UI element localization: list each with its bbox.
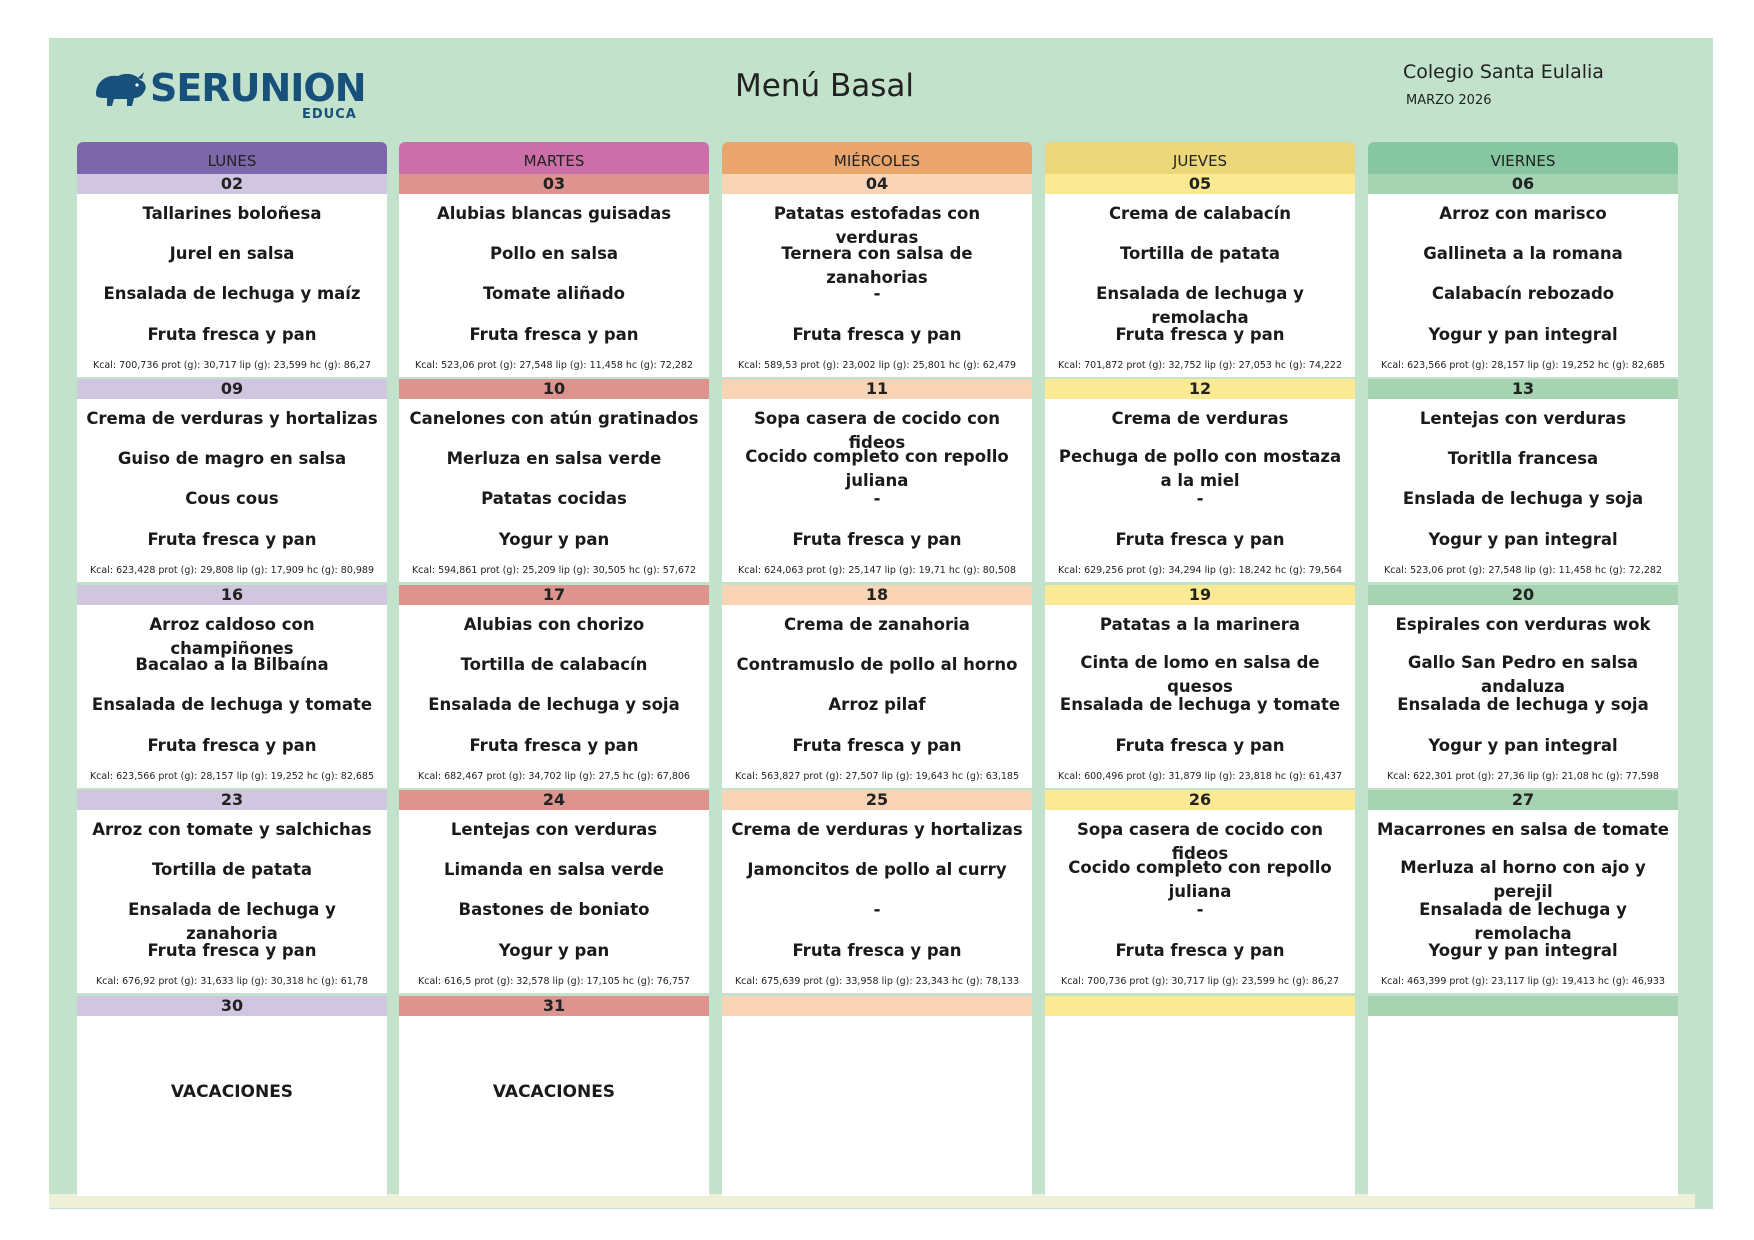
dish-item: Fruta fresca y pan [147,325,317,344]
nutrition-info: Kcal: 701,872 prot (g): 32,752 lip (g): 27,053 hc (g): 74,222 [1057,360,1343,371]
bison-icon [92,68,148,108]
serunion-logo [92,64,366,124]
day-cell [1368,790,1678,993]
dish-item: Fruta fresca y pan [1115,530,1285,549]
dish-item: Cocido completo con repollo juliana [1068,858,1332,901]
dish-item: Lentejas con verduras [1419,409,1627,428]
dish-item: Sopa casera de cocido con fideos [754,409,1000,452]
dish-item: Tortilla de patata [151,860,312,879]
dish-item: Guiso de magro en salsa [117,449,347,468]
nutrition-info: Kcal: 675,639 prot (g): 33,958 lip (g): 23,343 hc (g): 78,133 [734,976,1020,987]
column-header-jueves: JUEVES [1045,142,1355,174]
day-number: 10 [399,379,709,399]
month-label: MARZO 2026 [1406,93,1492,108]
dish-item: Fruta fresca y pan [1115,325,1285,344]
dish-item: Pollo en salsa [489,244,619,263]
day-cell [1368,379,1678,582]
day-number: 02 [77,174,387,194]
day-number: 25 [722,790,1032,810]
nutrition-info: Kcal: 676,92 prot (g): 31,633 lip (g): 30,318 hc (g): 61,78 [96,976,368,987]
dish-item: Limanda en salsa verde [443,860,664,879]
dish-item: Arroz caldoso con champiñones [149,615,315,658]
day-number: 06 [1368,174,1678,194]
dish-item: Patatas estofadas con verduras [773,204,981,247]
dish-item: Alubias con chorizo [463,615,645,634]
day-cell [1368,585,1678,788]
day-cell [399,585,709,788]
day-number: 04 [722,174,1032,194]
dish-item: Jamoncitos de pollo al curry [747,860,1007,879]
day-number: 05 [1045,174,1355,194]
nutrition-info: Kcal: 622,301 prot (g): 27,36 lip (g): 21,08 hc (g): 77,598 [1387,771,1659,782]
dish-item: Tallarines boloñesa [142,204,322,223]
dish-item: Tomate aliñado [482,284,626,303]
day-cell [399,996,709,1196]
day-number [1045,996,1355,1016]
dish-item: Fruta fresca y pan [1115,736,1285,755]
nutrition-info: Kcal: 523,06 prot (g): 27,548 lip (g): 11,458 hc (g): 72,282 [1383,565,1663,576]
dish-item: Fruta fresca y pan [469,736,639,755]
nutrition-info: Kcal: 623,428 prot (g): 29,808 lip (g): 17,909 hc (g): 80,989 [89,565,375,576]
day-number: 12 [1045,379,1355,399]
column-header-viernes: VIERNES [1368,142,1678,174]
day-number: 27 [1368,790,1678,810]
dish-item: Tortilla de patata [1119,244,1280,263]
dish-item: Fruta fresca y pan [792,325,962,344]
nutrition-info: Kcal: 623,566 prot (g): 28,157 lip (g): 19,252 hc (g): 82,685 [89,771,375,782]
dish-item: Fruta fresca y pan [147,736,317,755]
nutrition-info: Kcal: 624,063 prot (g): 25,147 lip (g): 19,71 hc (g): 80,508 [737,565,1017,576]
nutrition-info: Kcal: 589,53 prot (g): 23,002 lip (g): 25,801 hc (g): 62,479 [737,360,1017,371]
dish-item: Yogur y pan integral [1428,530,1618,549]
day-cell [1045,585,1355,788]
dish-item: Bastones de boniato [458,900,650,919]
day-number: 11 [722,379,1032,399]
day-number: 17 [399,585,709,605]
dish-item: Fruta fresca y pan [147,530,317,549]
day-cell [77,174,387,377]
dish-item: - [873,489,881,508]
dish-item: Yogur y pan integral [1428,736,1618,755]
column-header-miercoles: MIÉRCOLES [722,142,1032,174]
holiday-label: VACACIONES [170,1082,294,1102]
day-number [1368,996,1678,1016]
nutrition-info: Kcal: 463,399 prot (g): 23,117 lip (g): 19,413 hc (g): 46,933 [1380,976,1666,987]
dish-item: Fruta fresca y pan [1115,941,1285,960]
day-cell [1045,996,1355,1196]
dish-item: Patatas cocidas [481,489,627,508]
day-number: 26 [1045,790,1355,810]
nutrition-info: Kcal: 623,566 prot (g): 28,157 lip (g): 19,252 hc (g): 82,685 [1380,360,1666,371]
dish-item: Tortilla de calabacín [460,655,648,674]
dish-item: Arroz con marisco [1439,204,1607,223]
dish-item: Bacalao a la Bilbaína [135,655,329,674]
dish-item: Ensalada de lechuga y remolacha [1419,900,1627,943]
dish-item: Gallineta a la romana [1423,244,1623,263]
nutrition-info: Kcal: 682,467 prot (g): 34,702 lip (g): 27,5 hc (g): 67,806 [418,771,690,782]
day-cell [722,996,1032,1196]
dish-item: Contramuslo de pollo al horno [736,655,1018,674]
dish-item: - [1196,489,1204,508]
dish-item: Patatas a la marinera [1099,615,1301,634]
day-number: 30 [77,996,387,1016]
dish-item: Fruta fresca y pan [469,325,639,344]
dish-item: Fruta fresca y pan [792,530,962,549]
dish-item: Ensalada de lechuga y maíz [103,284,361,303]
nutrition-info: Kcal: 700,736 prot (g): 30,717 lip (g): 23,599 hc (g): 86,27 [92,360,372,371]
dish-item: Fruta fresca y pan [792,736,962,755]
dish-item: Arroz pilaf [828,695,926,714]
day-cell [722,790,1032,993]
dish-item: Yogur y pan integral [1428,325,1618,344]
dish-item: Ensalada de lechuga y soja [428,695,680,714]
day-number: 13 [1368,379,1678,399]
dish-item: Ensalada de lechuga y tomate [91,695,373,714]
dish-item: Merluza al horno con ajo y perejil [1400,858,1646,901]
dish-item: Jurel en salsa [169,244,295,263]
day-cell [1045,379,1355,582]
day-number: 18 [722,585,1032,605]
dish-item: Calabacín rebozado [1431,284,1615,303]
brand-name: SERUNION [150,66,366,110]
dish-item: Crema de verduras y hortalizas [86,409,378,428]
dish-item: Arroz con tomate y salchichas [92,820,372,839]
dish-item: Yogur y pan integral [1428,941,1618,960]
day-number: 16 [77,585,387,605]
day-cell [77,996,387,1196]
day-number: 09 [77,379,387,399]
column-header-martes: MARTES [399,142,709,174]
dish-item: Sopa casera de cocido con fideos [1077,820,1323,863]
dish-item: Cous cous [185,489,279,508]
day-cell [722,379,1032,582]
day-cell [1045,174,1355,377]
column-header-lunes: LUNES [77,142,387,174]
day-number: 19 [1045,585,1355,605]
dish-item: Yogur y pan [498,530,610,549]
day-cell [77,790,387,993]
day-cell [399,790,709,993]
nutrition-info: Kcal: 629,256 prot (g): 34,294 lip (g): 18,242 hc (g): 79,564 [1057,565,1343,576]
nutrition-info: Kcal: 523,06 prot (g): 27,548 lip (g): 11,458 hc (g): 72,282 [414,360,694,371]
dish-item: Yogur y pan [498,941,610,960]
holiday-label: VACACIONES [492,1082,616,1102]
dish-item: Macarrones en salsa de tomate [1377,820,1669,839]
dish-item: Ternera con salsa de zanahorias [781,244,973,287]
day-number: 03 [399,174,709,194]
dish-item: Gallo San Pedro en salsa andaluza [1407,653,1639,696]
bottom-decor [49,1194,1695,1208]
dish-item: Crema de verduras [1111,409,1289,428]
dish-item: Merluza en salsa verde [446,449,662,468]
dish-item: Canelones con atún gratinados [409,409,699,428]
dish-item: - [1196,900,1204,919]
dish-item: Espirales con verduras wok [1395,615,1651,634]
dish-item: Ensalada de lechuga y soja [1397,695,1649,714]
dish-item: Pechuga de pollo con mostaza a la miel [1058,447,1342,490]
nutrition-info: Kcal: 616,5 prot (g): 32,578 lip (g): 17,105 hc (g): 76,757 [418,976,690,987]
dish-item: Crema de zanahoria [784,615,970,634]
day-cell [1368,174,1678,377]
day-cell [399,174,709,377]
page-title: Menú Basal [735,68,914,104]
dish-item: Ensalada de lechuga y tomate [1059,695,1341,714]
nutrition-info: Kcal: 600,496 prot (g): 31,879 lip (g): 23,818 hc (g): 61,437 [1057,771,1343,782]
dish-item: Alubias blancas guisadas [436,204,672,223]
dish-item: Crema de calabacín [1108,204,1292,223]
dish-item: Lentejas con verduras [450,820,658,839]
day-number: 24 [399,790,709,810]
nutrition-info: Kcal: 563,827 prot (g): 27,507 lip (g): 19,643 hc (g): 63,185 [734,771,1020,782]
dish-item: Ensalada de lechuga y zanahoria [128,900,336,943]
dish-item: Toritlla francesa [1447,449,1599,468]
brand-subtitle: EDUCA [302,107,357,122]
day-cell [1368,996,1678,1196]
day-cell [722,585,1032,788]
dish-item: - [873,900,881,919]
day-cell [399,379,709,582]
day-cell [1045,790,1355,993]
day-number [722,996,1032,1016]
day-cell [722,174,1032,377]
dish-item: Enslada de lechuga y soja [1402,489,1644,508]
dish-item: Ensalada de lechuga y remolacha [1096,284,1304,327]
day-cell [77,379,387,582]
day-cell [77,585,387,788]
dish-item: Cinta de lomo en salsa de quesos [1080,653,1320,696]
nutrition-info: Kcal: 594,861 prot (g): 25,209 lip (g): 30,505 hc (g): 57,672 [411,565,697,576]
day-number: 20 [1368,585,1678,605]
school-name: Colegio Santa Eulalia [1403,61,1604,83]
dish-item: - [873,284,881,303]
dish-item: Fruta fresca y pan [147,941,317,960]
nutrition-info: Kcal: 700,736 prot (g): 30,717 lip (g): 23,599 hc (g): 86,27 [1060,976,1340,987]
dish-item: Crema de verduras y hortalizas [731,820,1023,839]
dish-item: Cocido completo con repollo juliana [745,447,1009,490]
day-number: 23 [77,790,387,810]
day-number: 31 [399,996,709,1016]
dish-item: Fruta fresca y pan [792,941,962,960]
